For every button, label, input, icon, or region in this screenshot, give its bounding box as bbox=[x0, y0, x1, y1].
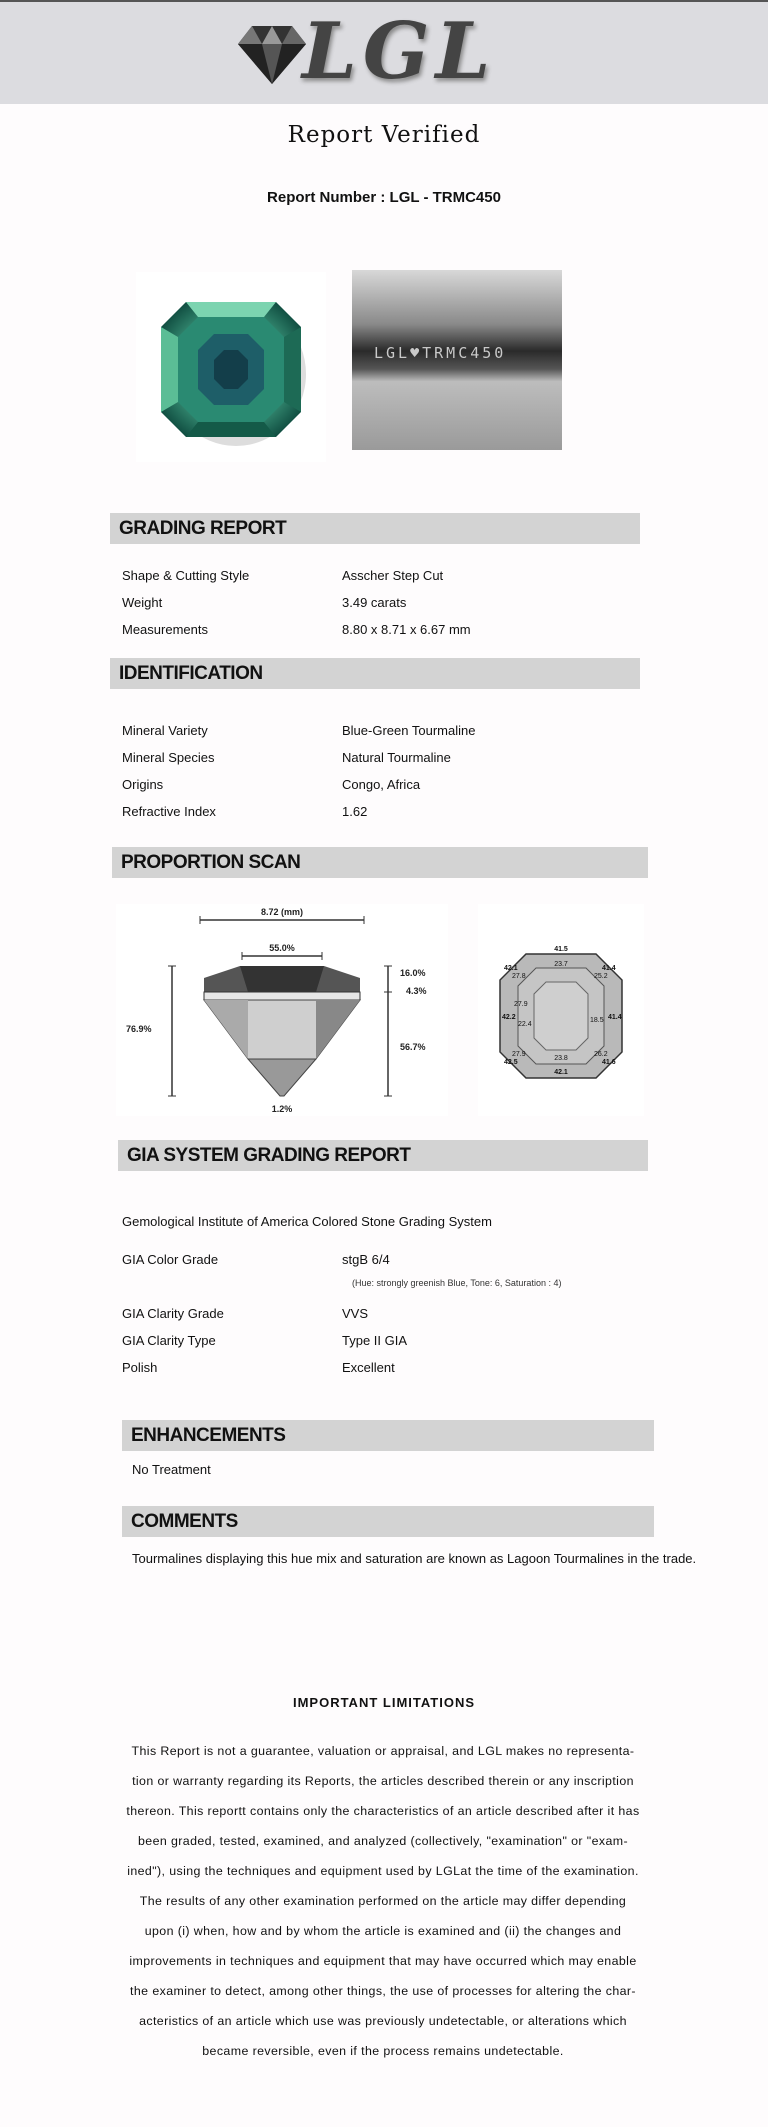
table-label: 55.0% bbox=[269, 943, 295, 953]
row-value: Excellent bbox=[342, 1360, 395, 1375]
row-label: GIA Clarity Type bbox=[122, 1333, 216, 1348]
row-label: Refractive Index bbox=[122, 804, 216, 819]
header-banner bbox=[0, 0, 768, 104]
top-facet-label: 41.5 bbox=[554, 946, 568, 953]
corner-br-label: 41.6 bbox=[602, 1059, 616, 1066]
gia-subtitle: Gemological Institute of America Colored Stone Grading System bbox=[122, 1214, 492, 1229]
limitations-line: improvements in techniques and equipment that may have occurred which may enable bbox=[129, 1954, 637, 1968]
limitations-heading: IMPORTANT LIMITATIONS bbox=[292, 1695, 476, 1710]
left-facet-label: 42.2 bbox=[502, 1014, 516, 1021]
row-label: GIA Color Grade bbox=[122, 1252, 219, 1267]
grading-report-heading: GRADING REPORT bbox=[110, 513, 640, 544]
inner-bottom-label: 23.8 bbox=[554, 1055, 568, 1062]
row-value: Blue-Green Tourmaline bbox=[342, 723, 476, 738]
row-label: GIA Clarity Grade bbox=[122, 1306, 224, 1321]
page-title: Report Verified bbox=[287, 122, 481, 148]
mid-bl-label: 27.9 bbox=[512, 1051, 526, 1058]
row-value: 1.62 bbox=[342, 804, 368, 819]
diameter-label: 8.72 (mm) bbox=[260, 907, 304, 917]
comments-heading: COMMENTS bbox=[122, 1506, 654, 1537]
gia-color-note: (Hue: strongly greenish Blue, Tone: 6, Saturation : 4) bbox=[352, 1278, 562, 1288]
limitations-line: became reversible, even if the process remains undetectable. bbox=[202, 2044, 564, 2058]
identification-heading: IDENTIFICATION bbox=[110, 658, 640, 689]
row-value: stgB 6/4 bbox=[342, 1252, 390, 1267]
row-label: Shape & Cutting Style bbox=[122, 568, 250, 583]
inner-right-label: 18.5 bbox=[590, 1017, 604, 1024]
row-value: VVS bbox=[342, 1306, 369, 1321]
diamond-icon bbox=[232, 20, 312, 90]
corner-tr-label: 41.4 bbox=[602, 965, 616, 972]
limitations-line: upon (i) when, how and by whom the article is examined and (ii) the changes and bbox=[144, 1924, 622, 1938]
limitations-line: acteristics of an article which use was previously undetectable, or alterations which bbox=[139, 2014, 627, 2028]
culet-label: 1.2% bbox=[271, 1104, 293, 1114]
limitations-body bbox=[118, 1736, 648, 2066]
inscription-text: LGL♥TRMC450 bbox=[374, 344, 507, 362]
mid-tl-label: 27.8 bbox=[512, 973, 526, 980]
mid-br-label: 26.2 bbox=[594, 1051, 608, 1058]
gemstone-photo bbox=[136, 272, 326, 462]
row-label: Weight bbox=[122, 595, 163, 610]
row-value: 8.80 x 8.71 x 6.67 mm bbox=[342, 622, 471, 637]
inscription-photo bbox=[352, 270, 562, 450]
limitations-line: thereon. This reportt contains only the characteristics of an article described after it has bbox=[126, 1804, 640, 1818]
row-label: Mineral Variety bbox=[122, 723, 208, 738]
inner-left-2-label: 22.4 bbox=[518, 1021, 532, 1028]
bottom-facet-label: 42.1 bbox=[554, 1069, 568, 1076]
top-view-diagram bbox=[478, 904, 644, 1116]
row-value: Natural Tourmaline bbox=[342, 750, 451, 765]
limitations-line: been graded, tested, examined, and analyzed (collectively, "examination" or "exam- bbox=[137, 1834, 628, 1848]
comments-text: Tourmalines displaying this hue mix and saturation are known as Lagoon Tourmalines in the trade. bbox=[132, 1551, 697, 1566]
proportion-scan-heading: PROPORTION SCAN bbox=[112, 847, 648, 878]
row-value: 3.49 carats bbox=[342, 595, 407, 610]
lgl-logo bbox=[232, 6, 497, 97]
inner-top-label: 23.7 bbox=[554, 961, 568, 968]
right-facet-label: 41.4 bbox=[608, 1014, 622, 1021]
crown-label: 16.0% bbox=[400, 968, 426, 978]
row-value: Congo, Africa bbox=[342, 777, 421, 792]
mid-tr-label: 25.2 bbox=[594, 973, 608, 980]
gia-heading: GIA SYSTEM GRADING REPORT bbox=[118, 1140, 648, 1171]
limitations-line: the examiner to detect, among other things, the use of processes for altering the char- bbox=[130, 1984, 636, 1998]
row-label: Mineral Species bbox=[122, 750, 215, 765]
side-profile-diagram bbox=[116, 904, 448, 1116]
limitations-line: The results of any other examination performed on the article may differ depending bbox=[139, 1894, 627, 1908]
row-label: Origins bbox=[122, 777, 164, 792]
limitations-line: ined"), using the techniques and equipment used by LGLat the time of the examination. bbox=[127, 1864, 639, 1878]
pavilion-label: 56.7% bbox=[400, 1042, 426, 1052]
row-label: Polish bbox=[122, 1360, 158, 1375]
corner-bl-label: 42.5 bbox=[504, 1059, 518, 1066]
report-number: Report Number : LGL - TRMC450 bbox=[267, 189, 501, 206]
enhancements-text: No Treatment bbox=[132, 1462, 211, 1477]
row-value: Type II GIA bbox=[342, 1333, 408, 1348]
row-label: Measurements bbox=[122, 622, 208, 637]
total-depth-label: 76.9% bbox=[126, 1024, 152, 1034]
logo-text: LGL bbox=[302, 6, 497, 97]
row-value: Asscher Step Cut bbox=[342, 568, 444, 583]
girdle-label: 4.3% bbox=[406, 986, 427, 996]
corner-tl-label: 42.1 bbox=[504, 965, 518, 972]
enhancements-heading: ENHANCEMENTS bbox=[122, 1420, 654, 1451]
limitations-line: tion or warranty regarding its Reports, the articles described therein or any inscription bbox=[132, 1774, 634, 1788]
limitations-line: This Report is not a guarantee, valuation or appraisal, and LGL makes no representa- bbox=[131, 1744, 635, 1758]
inner-left-1-label: 27.9 bbox=[514, 1001, 528, 1008]
